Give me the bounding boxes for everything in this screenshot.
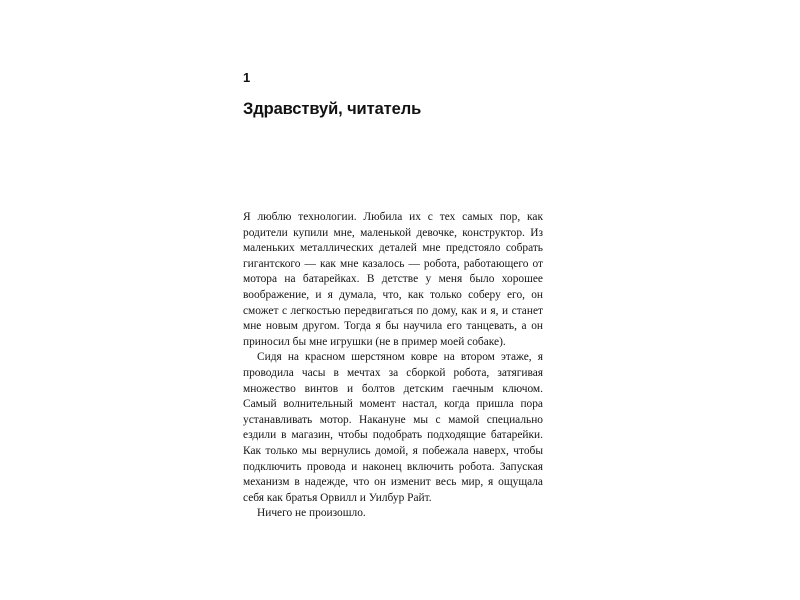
chapter-title: Здравствуй, читатель xyxy=(243,99,422,118)
paragraph: Я люблю технологии. Любила их с тех самых пор, как родители купили мне, маленькой девочке, конструктор. Из маленьких металлических деталей мне предстояло собрать гигантского — как мне казалось — робота, работающего от мотора на батарейках. В детстве у меня было хорошее воображение, и я думала, что, как только соберу его, он сможет с легкостью передвигаться по дому, как и я, и станет мне новым другом. Тогда я бы научила его танцевать, а он приносил бы мне игрушки (не в пример моей собаке). xyxy=(243,211,543,348)
chapter-number: 1 xyxy=(243,70,251,85)
paragraph: Сидя на красном шерстяном ковре на втором этаже, я проводила часы в мечтах за сборкой робота, затягивая множество винтов и болтов детским гаечным ключом. Самый волнительный момент настал, когда пришла пора устанавливать мотор. Накануне мы с мамой специально ездили в магазин, чтобы подобрать подходящие батарейки. Как только мы вернулись домой, я побежала наверх, чтобы подключить провода и наконец включить робота. Запуская механизм в надежде, что он изменит весь мир, я ощущала себя как братья Орвилл и Уилбур Райт. xyxy=(243,351,543,504)
body-text xyxy=(243,210,543,522)
paragraph: Ничего не произошло. xyxy=(257,507,366,520)
chapter-heading-block xyxy=(243,70,543,119)
